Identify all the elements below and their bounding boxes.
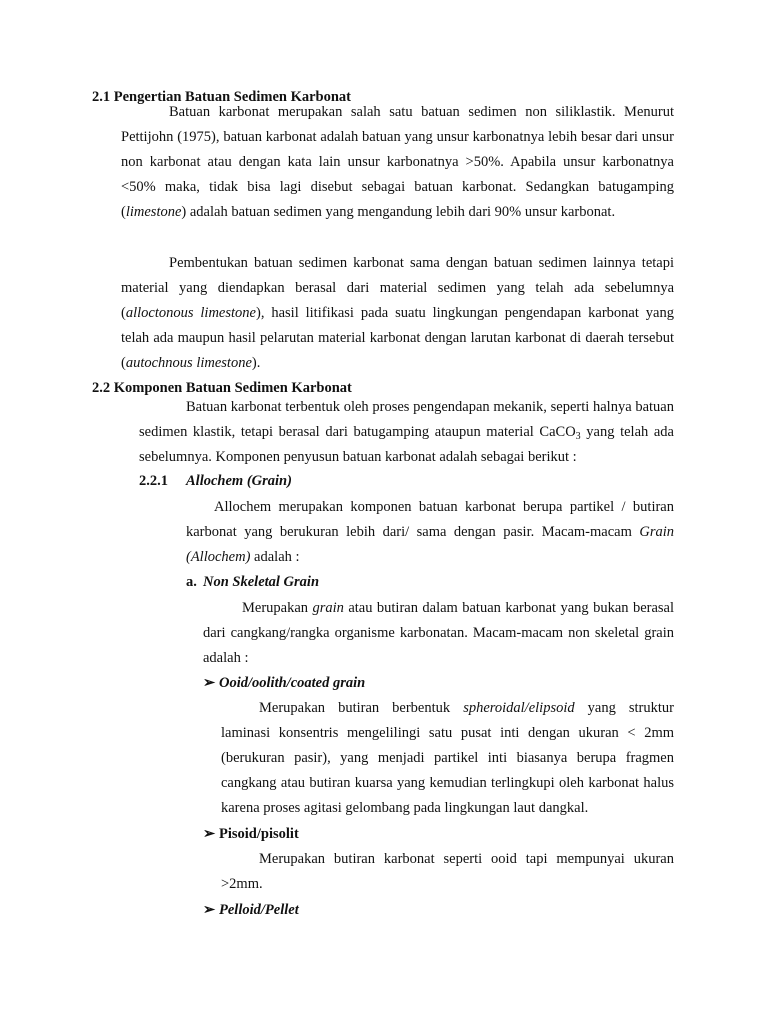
bullet-ooid-heading: ➢ Ooid/oolith/coated grain (203, 675, 366, 691)
subsection-heading-2-2-1: 2.2.1 Allochem (Grain) (139, 473, 292, 489)
arrow-bullet-icon: ➢ (203, 675, 216, 691)
section-heading-2-2: 2.2 Komponen Batuan Sedimen Karbonat (92, 380, 352, 396)
paragraph-definition: Batuan karbonat merupakan salah satu batuan sedimen non siliklastik. Menurut Pettijohn (1975), batuan karbonat adalah batuan yang unsur karbonatnya lebih besar dari unsur non karbonat atau dengan kata lain unsur karbonatnya >50%. Apabila unsur karbonatnya <50% maka, tidak bisa lagi disebut sebagai batuan karbonat. Sedangkan batugamping (limestone) adalah batuan sedimen yang mengandung lebih dari 90% unsur karbonat. (121, 104, 674, 220)
paragraph-ooid: Merupakan butiran berbentuk spheroidal/elipsoid yang struktur laminasi konsentris mengelilingi satu pusat inti dengan ukuran < 2mm (berukuran pasir), yang menjadi partikel inti biasanya berupa fragmen cangkang atau butiran kuarsa yang kemudian terlingkupi oleh karbonat halus karena proses agitasi gelombang pada lingkungan laut dangkal. (221, 700, 674, 816)
arrow-bullet-icon: ➢ (203, 826, 216, 842)
section-heading-2-1: 2.1 Pengertian Batuan Sedimen Karbonat (92, 89, 351, 105)
paragraph-pisoid: Merupakan butiran karbonat seperti ooid tapi mempunyai ukuran >2mm. (221, 851, 674, 892)
paragraph-formation: Pembentukan batuan sedimen karbonat sama dengan batuan sedimen lainnya tetapi material yang diendapkan berasal dari material sedimen yang telah ada sebelumnya (alloctonous limestone), hasil litifikasi pada suatu lingkungan pengendapan karbonat yang telah ada maupun hasil pelarutan material karbonat dengan larutan karbonat di daerah tersebut (autochnous limestone). (121, 255, 674, 371)
bullet-pelloid-heading: ➢ Pelloid/Pellet (203, 902, 299, 918)
paragraph-allochem: Allochem merupakan komponen batuan karbonat berupa partikel / butiran karbonat yang berukuran lebih dari/ sama dengan pasir. Macam-macam Grain (Allochem) adalah : (186, 499, 674, 565)
paragraph-components: Batuan karbonat terbentuk oleh proses pengendapan mekanik, seperti halnya batuan sedimen klastik, tetapi berasal dari batugamping ataupun material CaCO$_3$ yang telah ada sebelumnya. Komponen penyusun batuan karbonat adalah sebagai berikut : (139, 399, 674, 465)
list-item-a-heading: a. Non Skeletal Grain (186, 574, 320, 590)
bullet-pisoid-heading: ➢ Pisoid/pisolit (203, 826, 299, 842)
arrow-bullet-icon: ➢ (203, 902, 216, 918)
paragraph-non-skeletal: Merupakan grain atau butiran dalam batuan karbonat yang bukan berasal dari cangkang/rangka organisme karbonatan. Macam-macam non skeletal grain adalah : (203, 600, 675, 666)
